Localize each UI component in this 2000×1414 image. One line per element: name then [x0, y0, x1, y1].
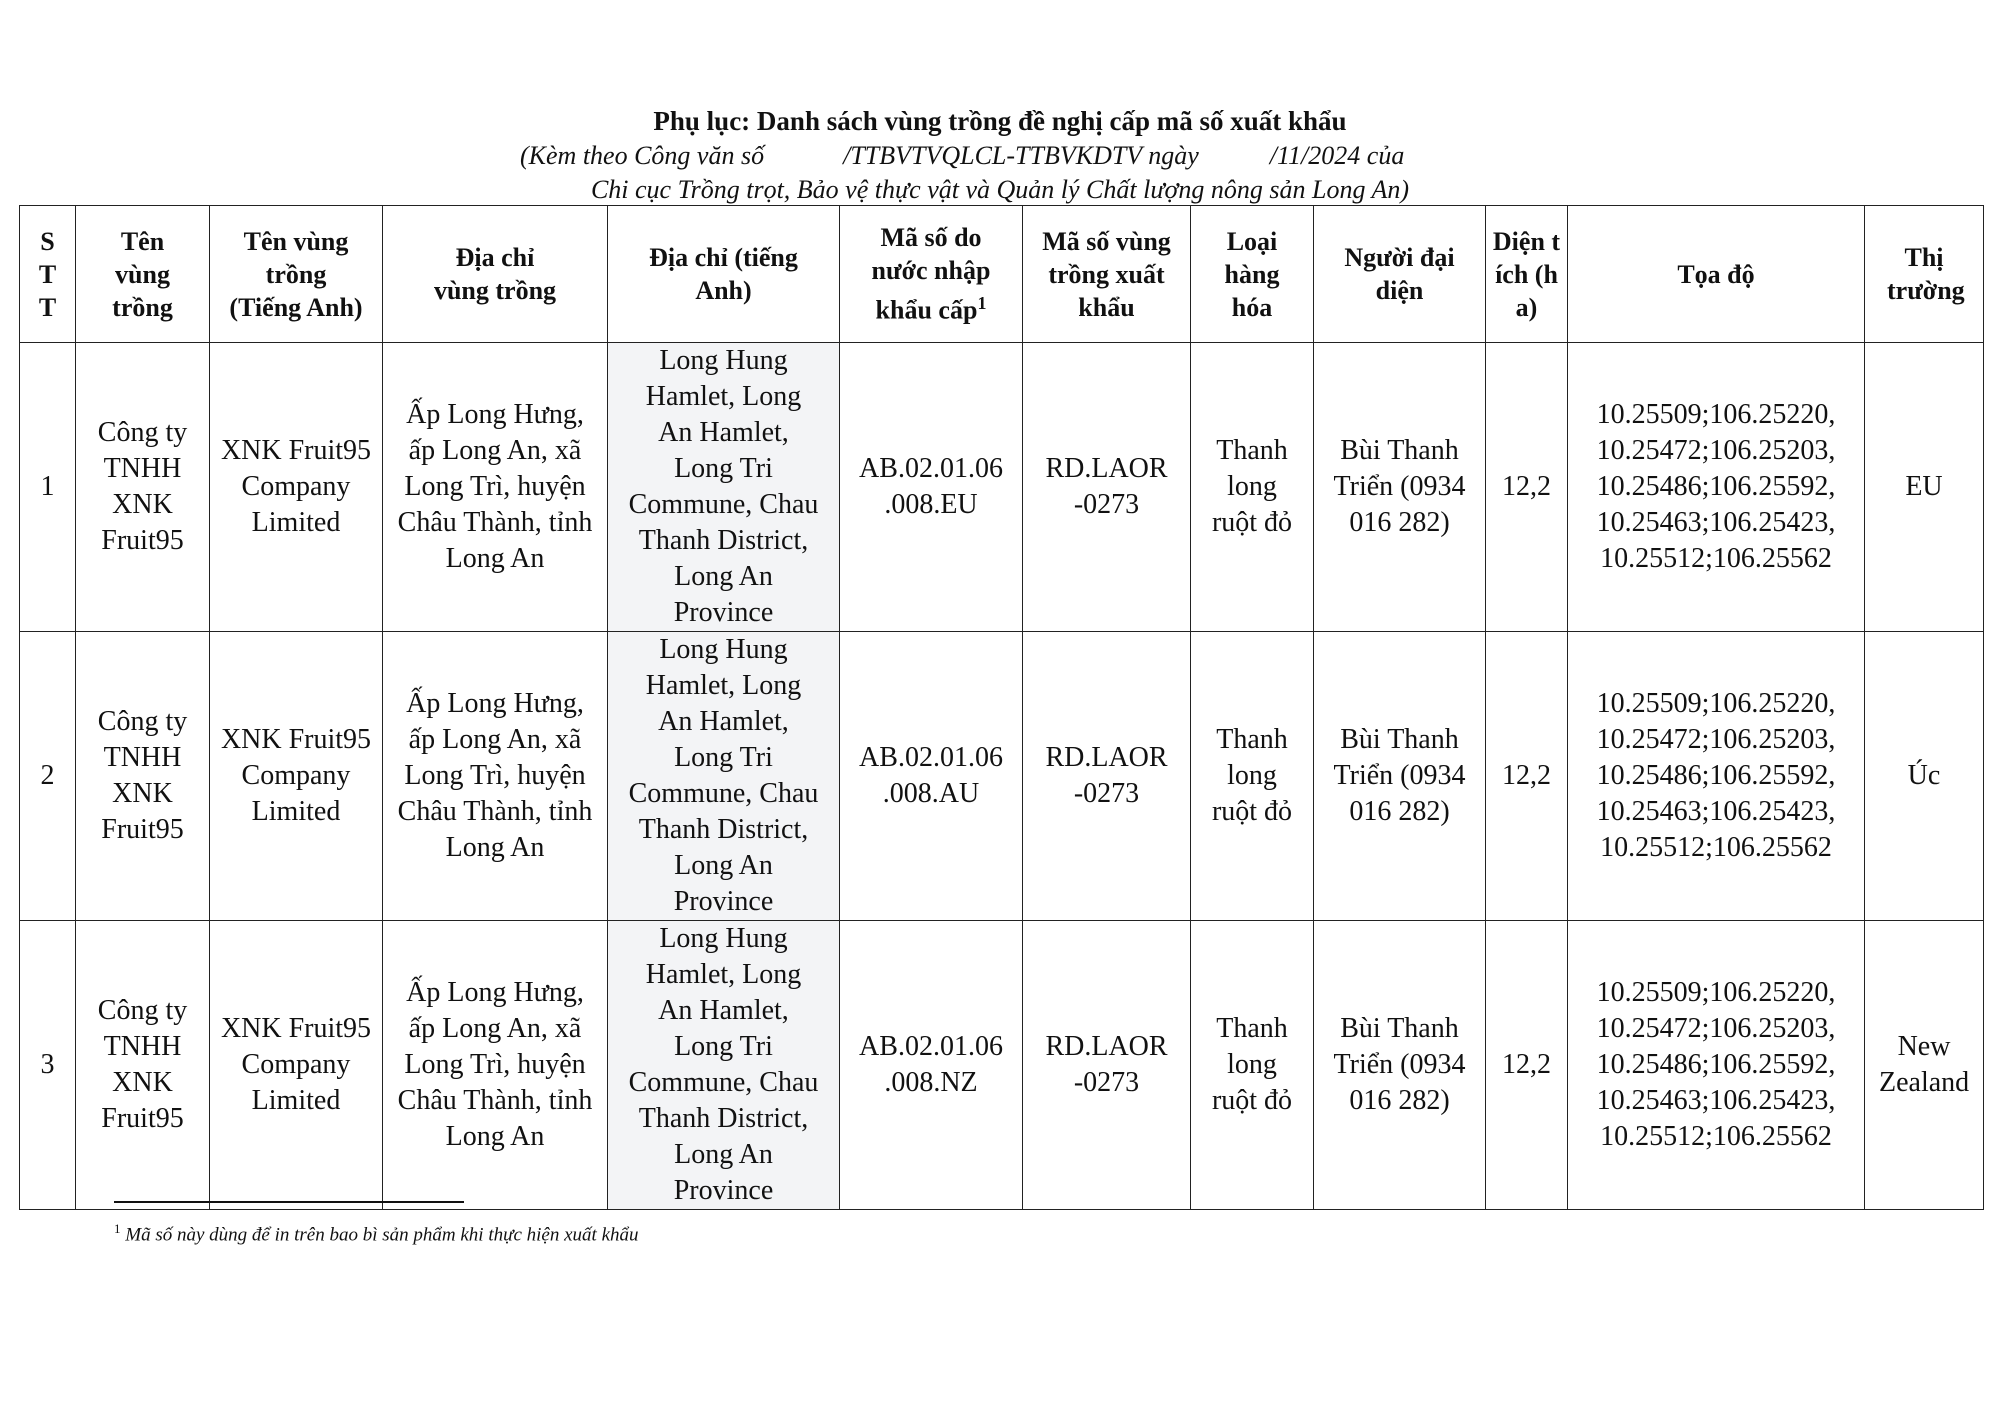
header-coordinates-label: Tọa độ: [1677, 259, 1755, 289]
header-name-en: [210, 206, 383, 343]
table-row: [20, 632, 1984, 921]
cell-import-code: AB.02.01.06 .008.EU: [840, 343, 1023, 632]
header-market: [1865, 206, 1984, 343]
cell-name-en: XNK Fruit95 Company Limited: [210, 343, 383, 632]
subtitle-part-3: /11/2024 của: [1269, 141, 1405, 170]
cell-market: EU: [1865, 343, 1984, 632]
footnote-ref: 1: [977, 293, 987, 314]
header-export-code-label: Mã số vùng trồng xuất khẩu: [1042, 226, 1171, 322]
cell-address-en: Long Hung Hamlet, Long An Hamlet, Long Tri Commune, Chau Thanh District, Long An Province: [608, 921, 840, 1210]
header-coordinates: [1568, 206, 1865, 343]
header-name-en-label: Tên vùng trồng (Tiếng Anh): [229, 226, 363, 322]
subtitle-part-2: /TTBVTVQLCL-TTBVKDTV ngày: [843, 141, 1199, 170]
header-name: [76, 206, 210, 343]
cell-goods: Thanh long ruột đỏ: [1191, 343, 1314, 632]
cell-representative: Bùi Thanh Triển (0934 016 282): [1314, 343, 1486, 632]
header-address-en-label: Địa chỉ (tiếng Anh): [649, 243, 798, 305]
cell-area: 12,2: [1486, 921, 1568, 1210]
header-stt-label: STT: [38, 226, 57, 322]
cell-coordinates: 10.25509;106.25220, 10.25472;106.25203, 10.25486;106.25592, 10.25463;106.25423, 10.25512;106.25562: [1568, 632, 1865, 921]
cell-import-code: AB.02.01.06 .008.AU: [840, 632, 1023, 921]
subtitle-line-1: [520, 139, 1480, 172]
subtitle-line-2: Chi cục Trồng trọt, Bảo vệ thực vật và Quản lý Chất lượng nông sản Long An): [590, 175, 1410, 204]
header-area: [1486, 206, 1568, 343]
cell-stt: 1: [20, 343, 76, 632]
cell-stt: 3: [20, 921, 76, 1210]
header-stt: [20, 206, 76, 343]
header-goods-label: Loại hàng hóa: [1224, 226, 1280, 322]
cell-representative: Bùi Thanh Triển (0934 016 282): [1314, 921, 1486, 1210]
header-address: [383, 206, 608, 343]
header-representative-label: Người đại diện: [1344, 243, 1455, 305]
cell-area: 12,2: [1486, 632, 1568, 921]
cell-stt: 2: [20, 632, 76, 921]
document-title: Phụ lục: Danh sách vùng trồng đề nghị cấp mã số xuất khẩu: [653, 106, 1347, 136]
cell-representative: Bùi Thanh Triển (0934 016 282): [1314, 632, 1486, 921]
header-export-code: [1023, 206, 1191, 343]
header-import-code: [840, 206, 1023, 343]
header-name-label: Tên vùng trồng: [112, 226, 173, 322]
cell-export-code: RD.LAOR -0273: [1023, 632, 1191, 921]
table-row: [20, 921, 1984, 1210]
header-address-en: [608, 206, 840, 343]
cell-address-en: Long Hung Hamlet, Long An Hamlet, Long Tri Commune, Chau Thanh District, Long An Province: [608, 632, 840, 921]
table-header-row: [20, 206, 1984, 343]
cell-goods: Thanh long ruột đỏ: [1191, 632, 1314, 921]
header-market-label: Thị trường: [1887, 243, 1965, 305]
cell-coordinates: 10.25509;106.25220, 10.25472;106.25203, 10.25486;106.25592, 10.25463;106.25423, 10.25512;106.25562: [1568, 921, 1865, 1210]
cell-name: Công ty TNHH XNK Fruit95: [76, 921, 210, 1210]
table-row: [20, 343, 1984, 632]
cell-export-code: RD.LAOR -0273: [1023, 921, 1191, 1210]
cell-coordinates: 10.25509;106.25220, 10.25472;106.25203, 10.25486;106.25592, 10.25463;106.25423, 10.25512;106.25562: [1568, 343, 1865, 632]
cell-address: Ấp Long Hưng, ấp Long An, xã Long Trì, huyện Châu Thành, tỉnh Long An: [383, 343, 608, 632]
cell-market: New Zealand: [1865, 921, 1984, 1210]
cell-name: Công ty TNHH XNK Fruit95: [76, 343, 210, 632]
header-goods: [1191, 206, 1314, 343]
header-representative: [1314, 206, 1486, 343]
cell-name-en: XNK Fruit95 Company Limited: [210, 632, 383, 921]
cell-address: Ấp Long Hưng, ấp Long An, xã Long Trì, huyện Châu Thành, tỉnh Long An: [383, 632, 608, 921]
header-import-code-label: Mã số do nước nhập khẩu cấp: [871, 223, 991, 325]
cell-market: Úc: [1865, 632, 1984, 921]
footnote: [114, 1217, 639, 1247]
header-address-label: Địa chỉ vùng trồng: [433, 243, 557, 305]
cell-name-en: XNK Fruit95 Company Limited: [210, 921, 383, 1210]
cell-area: 12,2: [1486, 343, 1568, 632]
footnote-text: Mã số này dùng để in trên bao bì sản phẩm khi thực hiện xuất khẩu: [125, 1224, 639, 1246]
growing-area-table: [19, 205, 1984, 1210]
cell-import-code: AB.02.01.06 .008.NZ: [840, 921, 1023, 1210]
header-area-label: Diện tích (ha): [1492, 226, 1561, 322]
footnote-separator: [114, 1201, 464, 1203]
cell-export-code: RD.LAOR -0273: [1023, 343, 1191, 632]
cell-name: Công ty TNHH XNK Fruit95: [76, 632, 210, 921]
cell-goods: Thanh long ruột đỏ: [1191, 921, 1314, 1210]
footnote-marker: 1: [114, 1221, 121, 1236]
subtitle-part-1: (Kèm theo Công văn số: [520, 141, 765, 170]
cell-address: Ấp Long Hưng, ấp Long An, xã Long Trì, huyện Châu Thành, tỉnh Long An: [383, 921, 608, 1210]
cell-address-en: Long Hung Hamlet, Long An Hamlet, Long Tri Commune, Chau Thanh District, Long An Province: [608, 343, 840, 632]
